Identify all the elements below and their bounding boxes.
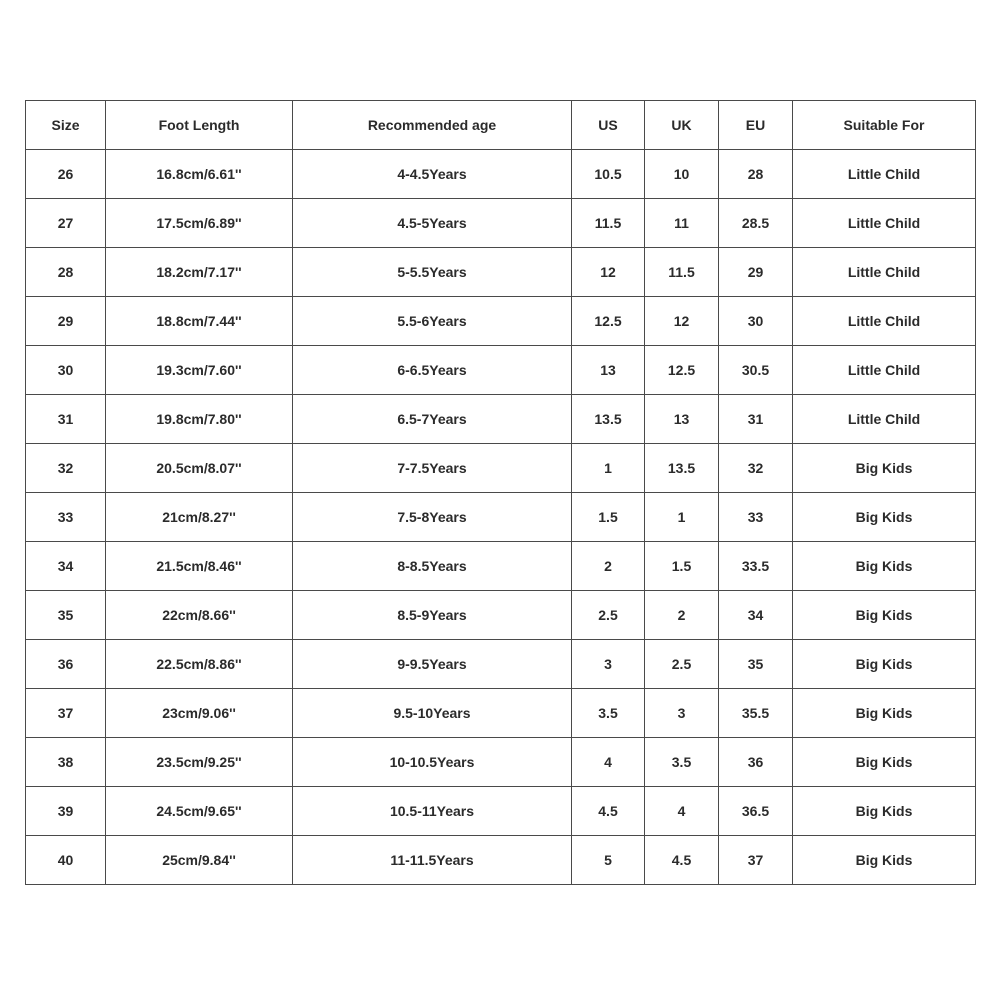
header-size: Size <box>26 101 106 150</box>
cell-uk: 13 <box>645 395 719 444</box>
cell-suitable-for: Big Kids <box>793 542 976 591</box>
cell-us: 10.5 <box>572 150 645 199</box>
cell-uk: 12.5 <box>645 346 719 395</box>
cell-eu: 30.5 <box>719 346 793 395</box>
cell-uk: 11.5 <box>645 248 719 297</box>
cell-foot-length: 18.8cm/7.44'' <box>106 297 293 346</box>
cell-suitable-for: Big Kids <box>793 444 976 493</box>
cell-us: 13 <box>572 346 645 395</box>
cell-uk: 1 <box>645 493 719 542</box>
size-chart-table <box>25 100 976 885</box>
cell-size: 29 <box>26 297 106 346</box>
cell-foot-length: 19.8cm/7.80'' <box>106 395 293 444</box>
table-row <box>26 591 976 640</box>
cell-uk: 12 <box>645 297 719 346</box>
cell-recommended-age: 7-7.5Years <box>293 444 572 493</box>
cell-suitable-for: Little Child <box>793 297 976 346</box>
table-row <box>26 199 976 248</box>
table-row <box>26 395 976 444</box>
cell-recommended-age: 10-10.5Years <box>293 738 572 787</box>
cell-eu: 33 <box>719 493 793 542</box>
cell-recommended-age: 5-5.5Years <box>293 248 572 297</box>
cell-us: 12 <box>572 248 645 297</box>
cell-eu: 28 <box>719 150 793 199</box>
cell-eu: 36 <box>719 738 793 787</box>
cell-uk: 3.5 <box>645 738 719 787</box>
cell-foot-length: 23cm/9.06'' <box>106 689 293 738</box>
cell-foot-length: 19.3cm/7.60'' <box>106 346 293 395</box>
cell-recommended-age: 7.5-8Years <box>293 493 572 542</box>
cell-size: 27 <box>26 199 106 248</box>
table-row <box>26 836 976 885</box>
cell-recommended-age: 6-6.5Years <box>293 346 572 395</box>
cell-size: 31 <box>26 395 106 444</box>
cell-eu: 32 <box>719 444 793 493</box>
header-us: US <box>572 101 645 150</box>
cell-size: 38 <box>26 738 106 787</box>
cell-foot-length: 18.2cm/7.17'' <box>106 248 293 297</box>
cell-us: 3.5 <box>572 689 645 738</box>
cell-size: 32 <box>26 444 106 493</box>
cell-size: 36 <box>26 640 106 689</box>
header-uk: UK <box>645 101 719 150</box>
cell-us: 2 <box>572 542 645 591</box>
cell-uk: 10 <box>645 150 719 199</box>
cell-uk: 11 <box>645 199 719 248</box>
cell-uk: 13.5 <box>645 444 719 493</box>
cell-suitable-for: Little Child <box>793 199 976 248</box>
cell-uk: 2.5 <box>645 640 719 689</box>
cell-foot-length: 22cm/8.66'' <box>106 591 293 640</box>
cell-foot-length: 23.5cm/9.25'' <box>106 738 293 787</box>
table-row <box>26 787 976 836</box>
cell-foot-length: 25cm/9.84'' <box>106 836 293 885</box>
cell-size: 30 <box>26 346 106 395</box>
cell-uk: 4.5 <box>645 836 719 885</box>
cell-recommended-age: 4-4.5Years <box>293 150 572 199</box>
cell-eu: 29 <box>719 248 793 297</box>
cell-size: 37 <box>26 689 106 738</box>
header-foot-length: Foot Length <box>106 101 293 150</box>
cell-uk: 1.5 <box>645 542 719 591</box>
cell-foot-length: 20.5cm/8.07'' <box>106 444 293 493</box>
header-row <box>26 101 976 150</box>
cell-size: 26 <box>26 150 106 199</box>
cell-us: 11.5 <box>572 199 645 248</box>
cell-eu: 35 <box>719 640 793 689</box>
cell-uk: 3 <box>645 689 719 738</box>
cell-us: 4.5 <box>572 787 645 836</box>
cell-us: 5 <box>572 836 645 885</box>
cell-eu: 35.5 <box>719 689 793 738</box>
cell-eu: 33.5 <box>719 542 793 591</box>
table-row <box>26 640 976 689</box>
table-row <box>26 689 976 738</box>
cell-eu: 28.5 <box>719 199 793 248</box>
table-row <box>26 150 976 199</box>
cell-us: 3 <box>572 640 645 689</box>
header-recommended-age: Recommended age <box>293 101 572 150</box>
cell-eu: 34 <box>719 591 793 640</box>
cell-recommended-age: 8-8.5Years <box>293 542 572 591</box>
cell-recommended-age: 8.5-9Years <box>293 591 572 640</box>
table-body <box>26 150 976 885</box>
cell-suitable-for: Little Child <box>793 150 976 199</box>
cell-us: 12.5 <box>572 297 645 346</box>
cell-us: 4 <box>572 738 645 787</box>
cell-foot-length: 16.8cm/6.61'' <box>106 150 293 199</box>
cell-recommended-age: 9-9.5Years <box>293 640 572 689</box>
table-row <box>26 346 976 395</box>
cell-suitable-for: Big Kids <box>793 787 976 836</box>
cell-uk: 4 <box>645 787 719 836</box>
cell-foot-length: 17.5cm/6.89'' <box>106 199 293 248</box>
cell-size: 33 <box>26 493 106 542</box>
cell-us: 1 <box>572 444 645 493</box>
cell-uk: 2 <box>645 591 719 640</box>
cell-suitable-for: Big Kids <box>793 591 976 640</box>
cell-eu: 31 <box>719 395 793 444</box>
cell-suitable-for: Big Kids <box>793 689 976 738</box>
cell-size: 34 <box>26 542 106 591</box>
cell-foot-length: 22.5cm/8.86'' <box>106 640 293 689</box>
cell-foot-length: 21cm/8.27'' <box>106 493 293 542</box>
cell-foot-length: 21.5cm/8.46'' <box>106 542 293 591</box>
cell-us: 1.5 <box>572 493 645 542</box>
table-row <box>26 444 976 493</box>
cell-foot-length: 24.5cm/9.65'' <box>106 787 293 836</box>
cell-size: 35 <box>26 591 106 640</box>
cell-suitable-for: Big Kids <box>793 836 976 885</box>
cell-suitable-for: Little Child <box>793 248 976 297</box>
cell-suitable-for: Big Kids <box>793 738 976 787</box>
cell-size: 40 <box>26 836 106 885</box>
cell-size: 39 <box>26 787 106 836</box>
cell-suitable-for: Big Kids <box>793 640 976 689</box>
cell-suitable-for: Little Child <box>793 395 976 444</box>
cell-recommended-age: 11-11.5Years <box>293 836 572 885</box>
cell-size: 28 <box>26 248 106 297</box>
table-row <box>26 297 976 346</box>
cell-eu: 37 <box>719 836 793 885</box>
table-row <box>26 738 976 787</box>
cell-us: 13.5 <box>572 395 645 444</box>
cell-recommended-age: 9.5-10Years <box>293 689 572 738</box>
cell-eu: 36.5 <box>719 787 793 836</box>
cell-recommended-age: 5.5-6Years <box>293 297 572 346</box>
cell-suitable-for: Little Child <box>793 346 976 395</box>
cell-recommended-age: 4.5-5Years <box>293 199 572 248</box>
cell-us: 2.5 <box>572 591 645 640</box>
header-eu: EU <box>719 101 793 150</box>
cell-recommended-age: 6.5-7Years <box>293 395 572 444</box>
cell-eu: 30 <box>719 297 793 346</box>
table-row <box>26 248 976 297</box>
table-row <box>26 542 976 591</box>
table-row <box>26 493 976 542</box>
header-suitable-for: Suitable For <box>793 101 976 150</box>
cell-suitable-for: Big Kids <box>793 493 976 542</box>
cell-recommended-age: 10.5-11Years <box>293 787 572 836</box>
